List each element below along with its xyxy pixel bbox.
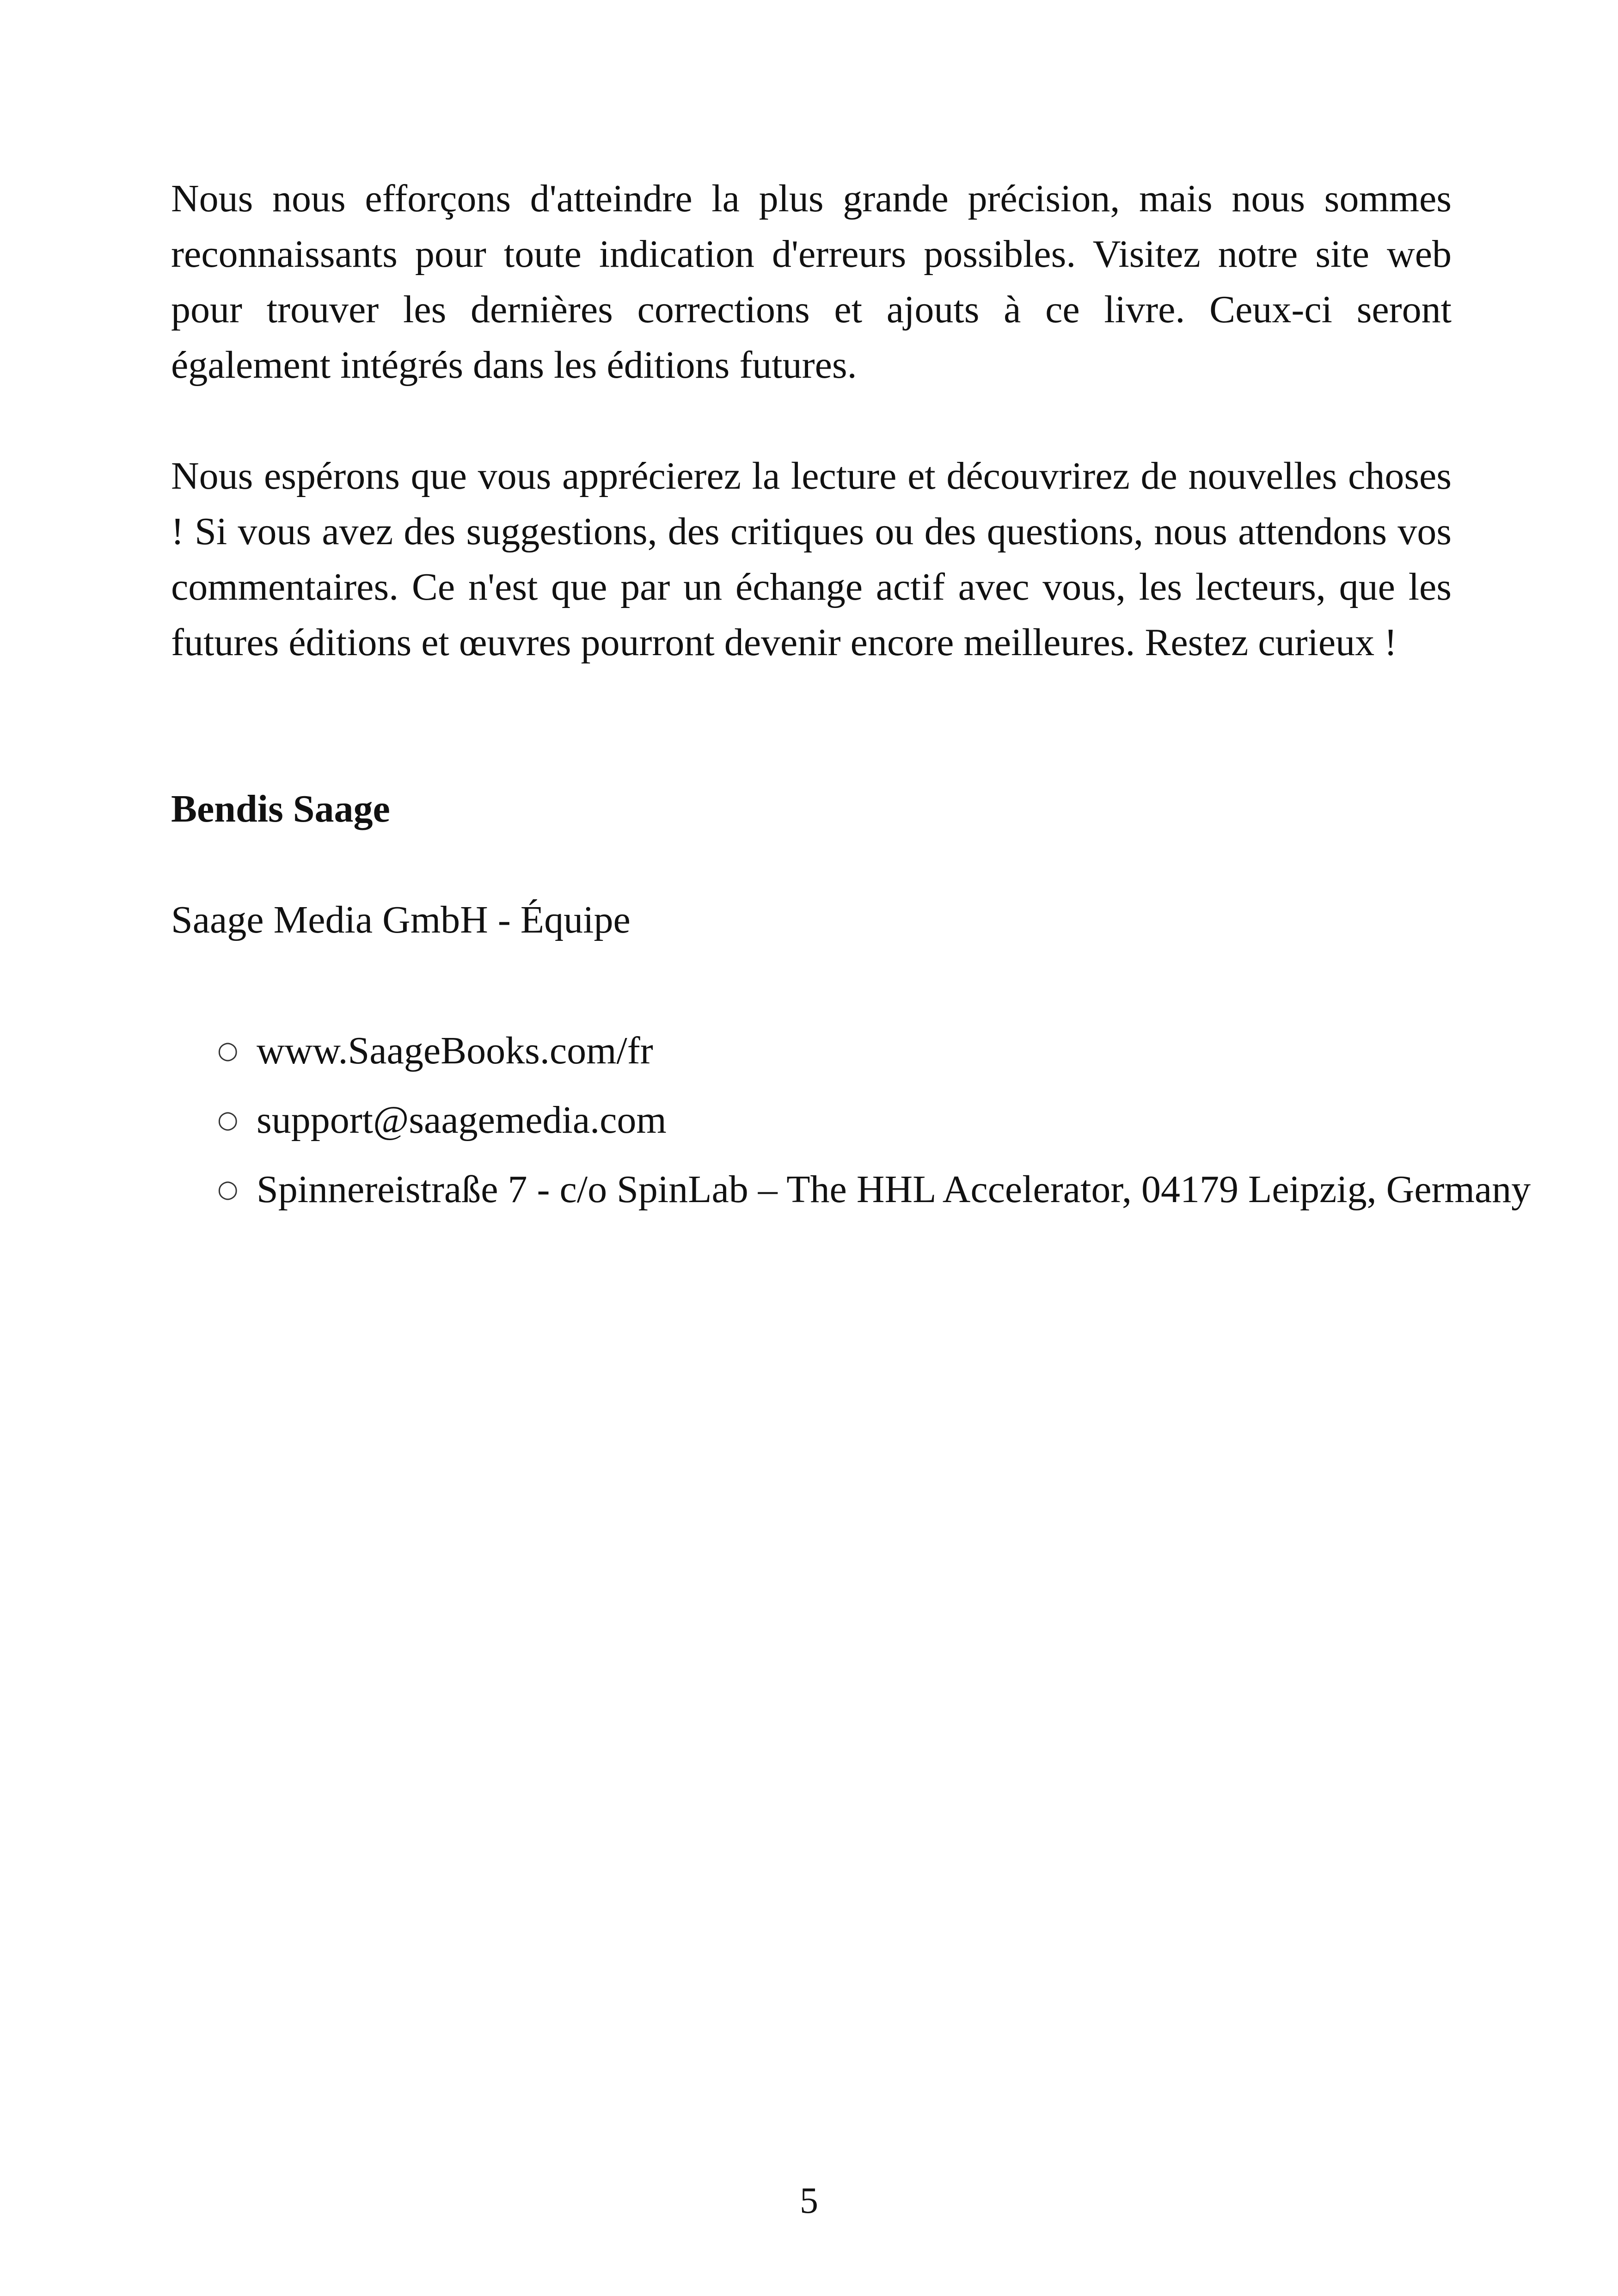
- contact-list: [171, 1024, 1531, 1216]
- author-name: Bendis Saage: [171, 787, 390, 830]
- circle-bullet-icon: ○: [217, 1106, 239, 1134]
- contact-email: [171, 1093, 1551, 1147]
- page-content: [171, 171, 1531, 1216]
- contact-address: [171, 1163, 1551, 1216]
- team-name: Saage Media GmbH - Équipe: [171, 898, 631, 941]
- circle-bullet-icon: ○: [217, 1175, 239, 1203]
- paragraph-accuracy: Nous nous efforçons d'atteindre la plus grande précision, mais nous sommes reconnaissants pour toute indication d'erreurs possibles. Visitez notre site web pour trouver les dernières corrections et ajouts à ce livre. Ceux-ci seront également intégrés dans les éditions futures.: [171, 177, 1452, 387]
- website-link[interactable]: www.SaageBooks.com/fr: [257, 1029, 653, 1072]
- circle-bullet-icon: ○: [217, 1037, 239, 1064]
- page-number: 5: [800, 2180, 818, 2221]
- contact-website: [171, 1024, 1551, 1077]
- email-link[interactable]: support@saagemedia.com: [257, 1099, 667, 1142]
- paragraph-enjoy-reading: Nous espérons que vous apprécierez la lecture et découvrirez de nouvelles choses ! Si vous avez des suggestions, des critiques ou des questions, nous attendons vos commentaires. Ce n'est que par un échange actif avec vous, les lecteurs, que les futures éditions et œuvres pourront devenir encore meilleures. Restez curieux !: [171, 454, 1452, 664]
- postal-address: Spinnereistraße 7 - c/o SpinLab – The HHL Accelerator, 04179 Leipzig, Germany: [257, 1168, 1531, 1211]
